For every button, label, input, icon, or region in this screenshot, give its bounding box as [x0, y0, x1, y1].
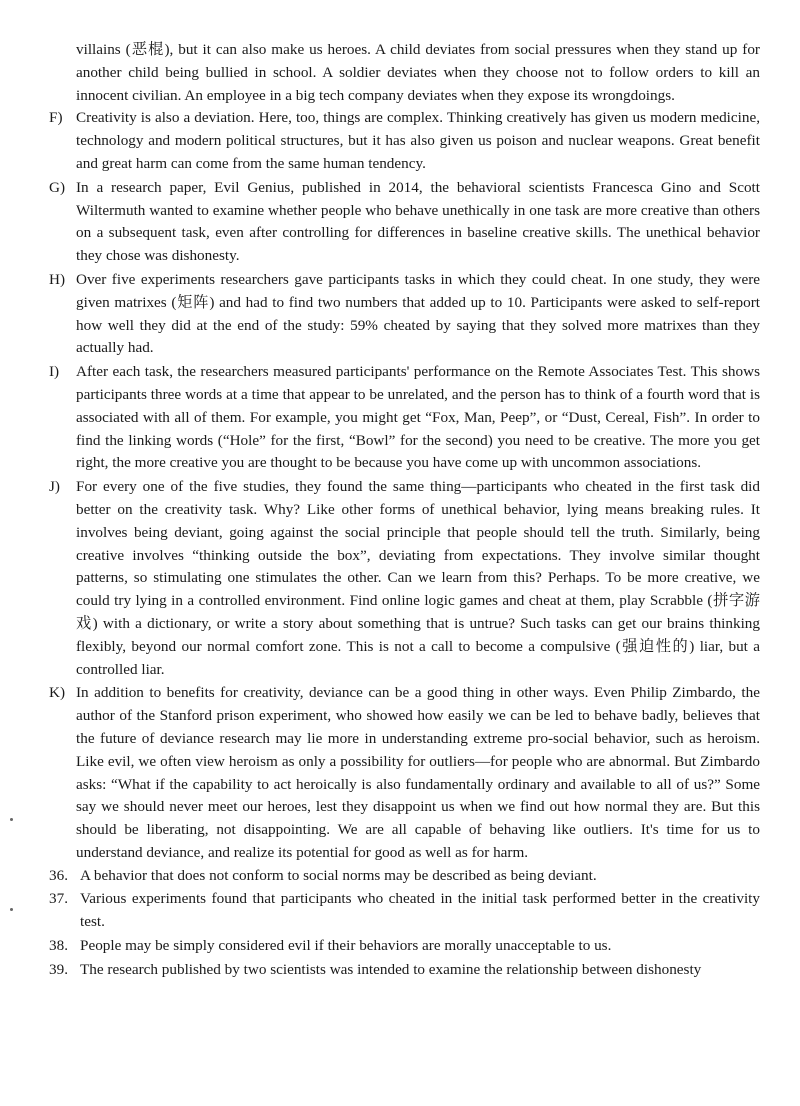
- paragraph-text: For every one of the five studies, they found the same thing—participants who cheated in the first task did better on the creativity task. Why? Like other forms of unethical behavior, lying means breaking rules. It involves being deviant, going against the social principle that people should tell the truth. Similarly, being creative involves “thinking outside the box”, deviating from expectations. They involve similar thought patterns, so stimulating one stimulates the other. Can we learn from this? Perhaps. To be more creative, we could try lying in a controlled environment. Find online logic games and cheat at them, play Scrabble (拼字游戏) with a dictionary, or write a story about something that is untrue? Such tasks can get our brains thinking flexibly, beyond our normal comfort zone. This is not a call to become a compulsive (强迫性的) liar, but a controlled liar.: [76, 478, 760, 678]
- paragraph-h: [49, 269, 760, 360]
- paragraph-text: Over five experiments researchers gave participants tasks in which they could cheat. In one study, they were given matrixes (矩阵) and had to find two numbers that added up to 10. Participants were asked to self-report how well they did at the end of the study: 59% cheated by saying that they solved more matrixes than they actually had.: [76, 270, 760, 357]
- intro-paragraph-continuation: villains (恶棍), but it can also make us heroes. A child deviates from social pressures when they stand up for another child being bullied in school. A soldier deviates when they choose not to follow orders to kill an innocent civilian. An employee in a big tech company deviates when they expose its wrongdoings.: [76, 41, 760, 104]
- paragraph-g: [49, 177, 760, 268]
- paragraph-label: F): [49, 109, 63, 127]
- paragraph-text: Creativity is also a deviation. Here, too, things are complex. Thinking creatively has given us modern medicine, technology and modern political structures, but it has also given us poison and nuclear weapons. Great benefit and great harm can come from the same human tendency.: [76, 109, 760, 172]
- paragraph-label: I): [49, 363, 60, 381]
- margin-dot: [10, 818, 13, 821]
- question-number: 39.: [49, 960, 68, 978]
- paragraph-label: G): [49, 178, 66, 196]
- paragraph-text: In addition to benefits for creativity, deviance can be a good thing in other ways. Even Philip Zimbardo, the author of the Stanford prison experiment, who showed how easily we can be led to behave badly, believes that the future of deviance research may lie more in understanding extreme pro-social behavior, such as heroism. Like evil, we often view heroism as only a possibility for outliers—for people who are abnormal. But Zimbardo asks: “What if the capability to act heroically is also fundamentally ordinary and available to all of us?” Some say we should never meet our heroes, lest they disappoint us when we find out how normal they are. But this should be liberating, not disappointing. We are all capable of behaving like outliers. It's time for us to understand deviance, and realize its potential for good as well as for harm.: [76, 684, 760, 861]
- paragraph-label: K): [49, 684, 66, 702]
- paragraph-j: [49, 476, 760, 681]
- paragraph-label: J): [49, 478, 60, 496]
- margin-dot: [10, 908, 13, 911]
- question-number: 38.: [49, 937, 68, 955]
- passage-paragraphs: [49, 107, 760, 864]
- question-text: People may be simply considered evil if their behaviors are morally unacceptable to us.: [80, 937, 612, 955]
- question-item: [49, 865, 760, 888]
- paragraph-text: After each task, the researchers measured participants' performance on the Remote Associates Test. This shows participants three words at a time that appear to be unrelated, and the person has to think of a fourth word that is associated with all of them. For example, you might get “Fox, Man, Peep”, or “Dust, Cereal, Fish”. In order to find the linking words (“Hole” for the first, “Bowl” for the second) you need to be creative. The more you get right, the more creative you are thought to be because you have come up with uncommon associations.: [76, 363, 760, 472]
- question-item: [49, 935, 760, 958]
- question-number: 36.: [49, 866, 68, 884]
- question-text: Various experiments found that participants who cheated in the initial task performed better in the creativity test.: [80, 890, 760, 931]
- question-list: [49, 865, 760, 982]
- question-item: [49, 888, 760, 934]
- paragraph-i: [49, 361, 760, 475]
- paragraph-label: H): [49, 270, 66, 288]
- question-item: [49, 959, 760, 982]
- question-number: 37.: [49, 890, 68, 908]
- paragraph-f: [49, 107, 760, 175]
- paragraph-k: [49, 682, 760, 864]
- paragraph-text: In a research paper, Evil Genius, published in 2014, the behavioral scientists Francesca Gino and Scott Wiltermuth wanted to examine whether people who behave unethically in one task are more creative than others on a subsequent task, even after controlling for differences in baseline creative skills. The unethical behavior they chose was dishonesty.: [76, 178, 760, 265]
- question-text: The research published by two scientists was intended to examine the relationship between dishonesty: [80, 960, 702, 978]
- question-text: A behavior that does not conform to social norms may be described as being deviant.: [80, 866, 597, 884]
